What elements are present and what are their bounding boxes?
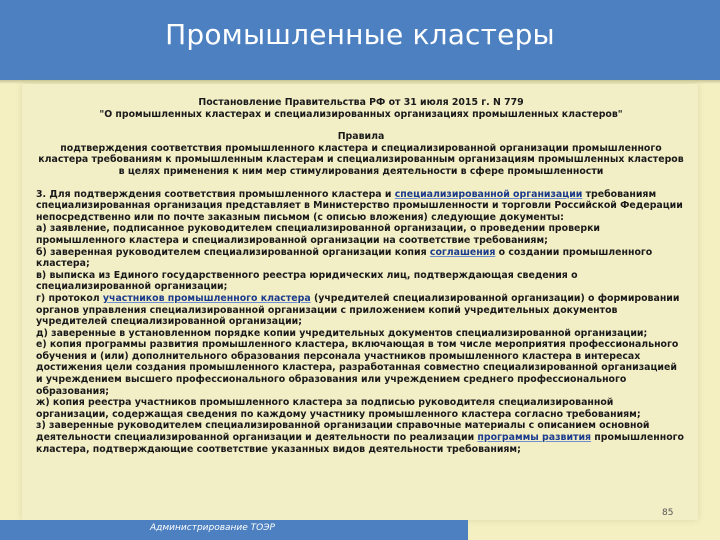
- list-item-d-start: г) протокол: [36, 292, 103, 304]
- decree-heading: [36, 97, 686, 120]
- slide-title: Промышленные кластеры: [165, 18, 555, 51]
- list-item-d-end: (учредителей специализированной организации) о формировании органов управления специализированной организации с приложением копий учредительных документов учредителей специализированной организации;: [36, 292, 680, 328]
- rules-heading-line3: кластера требованиям к промышленным кластерам и специализированным организациям промышленных кластеров: [38, 154, 684, 166]
- rules-heading-line4: в целях применения к ним мер стимулирования деятельности в сфере промышленности: [118, 165, 604, 177]
- list-item-h-end: промышленного кластера, подтверждающие соответствие указанных видов деятельности требованиям;: [36, 432, 684, 455]
- paragraph-3-end: требованиям специализированная организация представляет в Министерство промышленности и торговли Российской Федерации непосредственно или по почте заказным письмом (с описью вложения) следующие документы:: [36, 188, 683, 223]
- list-item-d: [36, 293, 686, 328]
- rules-heading: [36, 131, 686, 177]
- paragraph-3-start: 3. Для подтверждения соответствия промышленного кластера и: [36, 188, 395, 200]
- list-item-h-start: з) заверенные руководителем специализированной организации справочные материалы с описанием основной деятельности специализированной организации и деятельности по реализации: [36, 420, 650, 444]
- footer-organization: Администрирование ТОЭР: [150, 523, 275, 533]
- link-agreement[interactable]: соглашения: [429, 246, 496, 258]
- decree-heading-line2: "О промышленных кластерах и специализированных организациях промышленных кластеров": [99, 108, 623, 120]
- list-item-b-end: о создании промышленного кластера;: [36, 246, 653, 270]
- list-item-c: в) выписка из Единого государственного реестра юридических лиц, подтверждающая сведения о специализированной организации;: [36, 269, 578, 293]
- paragraph-3: [36, 189, 686, 224]
- link-specialized-organization[interactable]: специализированной организации: [394, 188, 583, 200]
- list-item-a: а) заявление, подписанное руководителем специализированной организации, о проведении проверки промышленного кластера и специализированной организации на соответствие требованиям;: [36, 223, 601, 246]
- list-item-e: д) заверенные в установленном порядке копии учредительных документов специализированной организации;: [36, 327, 648, 339]
- list-item-f: е) копия программы развития промышленного кластера, включающая в том числе мероприятия профессионального обучения и (или) дополнительного образования персонала участников промышленного кластера в интересах достижения цели создания промышленного кластера, разработанная совместно специализированной организацией и учреждением высшего профессионального образования или учреждением среднего профессионального образования;: [36, 339, 679, 397]
- rules-heading-line2: подтверждения соответствия промышленного кластера и специализированной организации промышленного: [60, 142, 662, 154]
- rules-heading-line1: Правила: [337, 131, 385, 143]
- document-text: [36, 97, 686, 455]
- decree-heading-line1: Постановление Правительства РФ от 31 июля 2015 г. N 779: [198, 97, 524, 108]
- list-item-g: ж) копия реестра участников промышленного кластера за подписью руководителя специализированной организации, содержащая сведения по каждому участнику промышленного кластера согласно требованиям;: [36, 397, 641, 420]
- list-item-b: [36, 247, 686, 270]
- link-cluster-participants[interactable]: участников промышленного кластера: [102, 292, 311, 304]
- page-number: 85: [662, 508, 674, 518]
- list-item-h: [36, 420, 686, 455]
- list-item-b-start: б) заверенная руководителем специализированной организации копия: [36, 246, 430, 258]
- link-development-program[interactable]: программы развития: [477, 432, 592, 444]
